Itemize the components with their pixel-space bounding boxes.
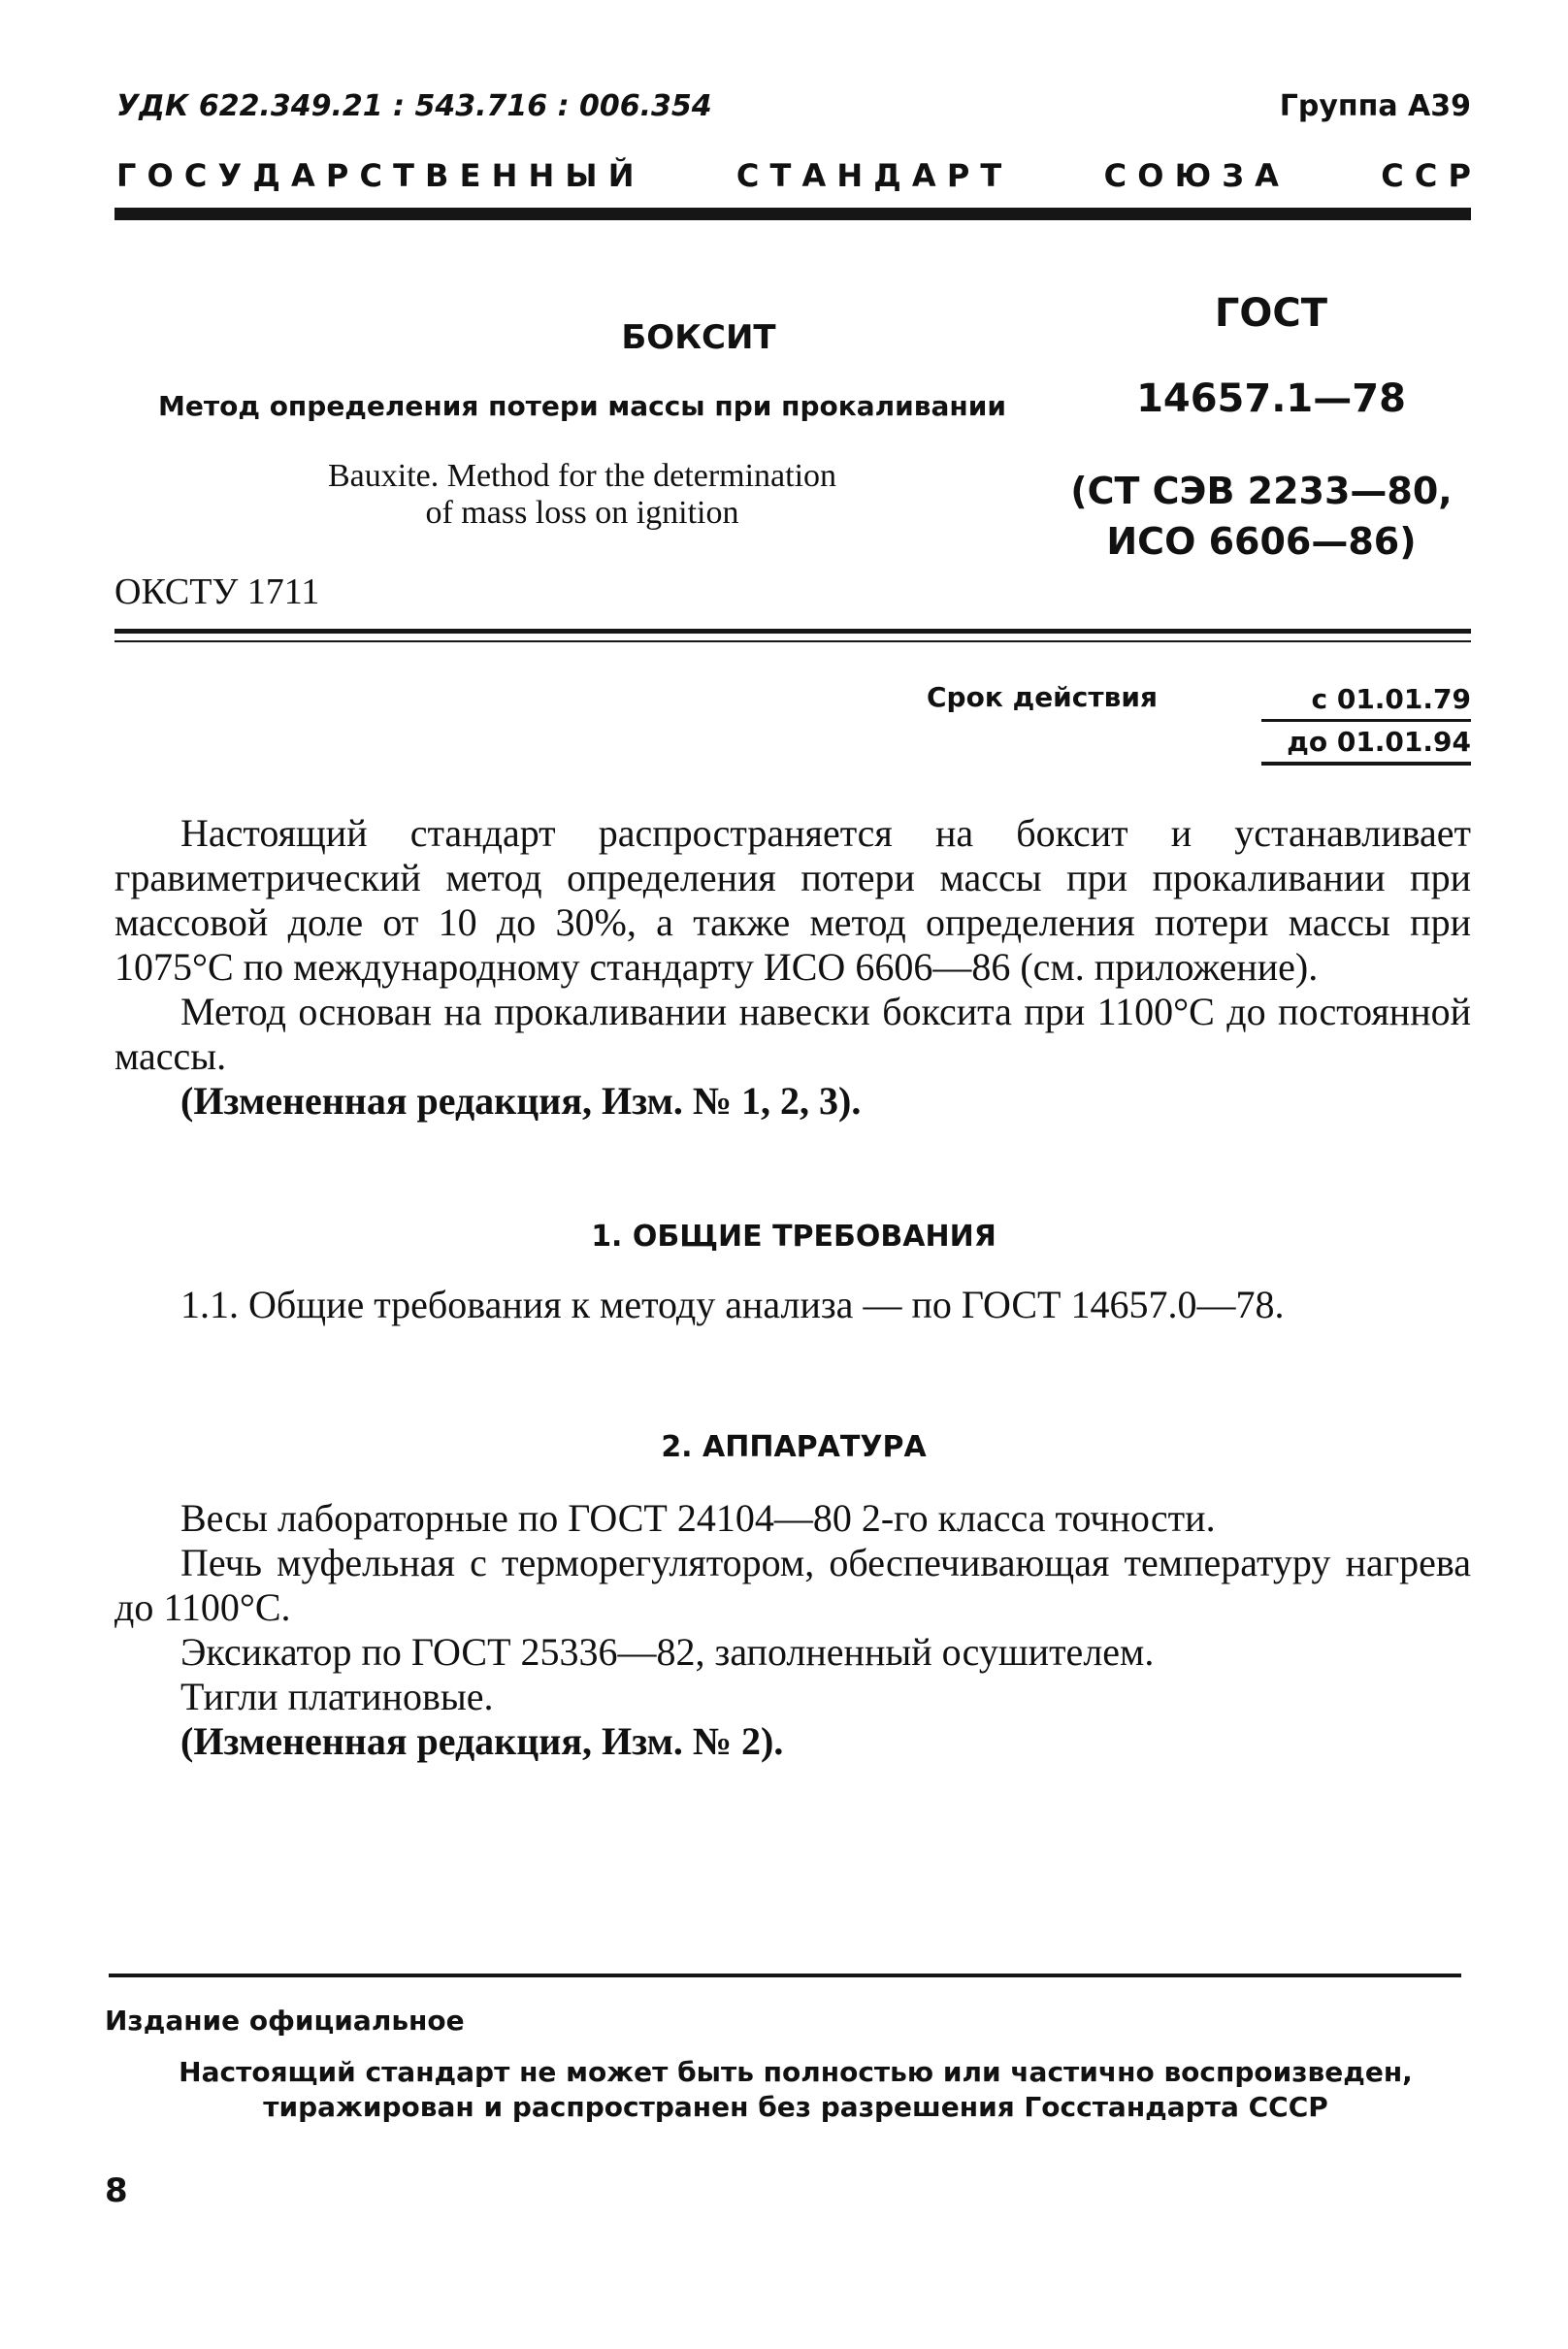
clause-paragraph: 1.1. Общие требования к методу анализа — по ГОСТ 14657.0—78. [180, 1283, 1285, 1326]
intro-text [114, 811, 1471, 1124]
intro-paragraph: Настоящий стандарт распространяется на боксит и устанавливает гравиметрический метод определения потери массы при прокаливании при массовой доле от 10 до 30%, а также метод определения потери массы при 1075°С по международному стандарту ИСО 6606—86 (см. приложение). [114, 811, 1471, 989]
validity-to: до 01.01.94 [1261, 722, 1471, 766]
section-heading: 2. АППАРАТУРА [661, 1430, 927, 1464]
intro-paragraph: Метод основан на прокаливании навески боксита при 1100°С до постоянной массы. [114, 990, 1471, 1078]
state-standard-heading [116, 157, 1471, 194]
state-standard-word: С С Р [1381, 157, 1471, 194]
section-1-text [114, 1283, 1471, 1327]
validity-from: с 01.01.79 [1261, 679, 1471, 722]
gost-number: 14657.1—78 [1136, 376, 1406, 421]
document-title: БОКСИТ [621, 318, 776, 357]
apparatus-item: Тигли платиновые. [180, 1675, 494, 1718]
state-standard-word: С Т А Н Д А Р Т [735, 157, 1002, 194]
english-title-line: of mass loss on ignition [425, 495, 739, 531]
gost-equivalent-line: ИСО 6606—86) [1106, 520, 1417, 563]
state-standard-word: Г О С У Д А Р С Т В Е Н Н Ы Й [116, 157, 635, 194]
gost-equivalents [1058, 466, 1465, 567]
validity-dates [1261, 679, 1471, 766]
apparatus-item: Весы лабораторные по ГОСТ 24104—80 2-го класса точности. [180, 1496, 1216, 1540]
validity-label: Срок действия [927, 681, 1158, 713]
okstu-code: ОКСТУ 1711 [114, 571, 320, 612]
group-code: Группа А39 [1279, 89, 1471, 123]
english-title [233, 458, 931, 532]
apparatus-item: Эксикатор по ГОСТ 25336—82, заполненный осушителем. [180, 1630, 1155, 1674]
section-heading: 1. ОБЩИЕ ТРЕБОВАНИЯ [591, 1220, 996, 1254]
gost-label: ГОСТ [1214, 291, 1328, 336]
section-2-text [114, 1496, 1471, 1764]
udc-code: УДК 622.349.21 : 543.716 : 006.354 [116, 89, 712, 123]
english-title-line: Bauxite. Method for the determination [327, 458, 837, 494]
document-subtitle: Метод определения потери массы при прокаливании [158, 390, 1006, 422]
amendment-note: (Измененная редакция, Изм. № 2). [180, 1719, 784, 1763]
apparatus-item: Печь муфельная с терморегулятором, обеспечивающая температуру нагрева до 1100°С. [114, 1541, 1471, 1629]
copyright-notice: Настоящий стандарт не может быть полностью или частично воспроизведен, тиражирован и распространен без разрешения Госстандарта СССР [179, 2056, 1413, 2123]
title-rule [114, 629, 1471, 634]
edition-label: Издание официальное [105, 2005, 465, 2037]
header-rule [114, 208, 1471, 220]
amendment-note: (Измененная редакция, Изм. № 1, 2, 3). [180, 1079, 862, 1123]
page-number: 8 [105, 2171, 128, 2210]
gost-equivalent-line: (СТ СЭВ 2233—80, [1070, 470, 1453, 512]
state-standard-word: С О Ю З А [1103, 157, 1279, 194]
footer-rule [109, 1974, 1461, 1977]
title-rule [114, 640, 1471, 642]
